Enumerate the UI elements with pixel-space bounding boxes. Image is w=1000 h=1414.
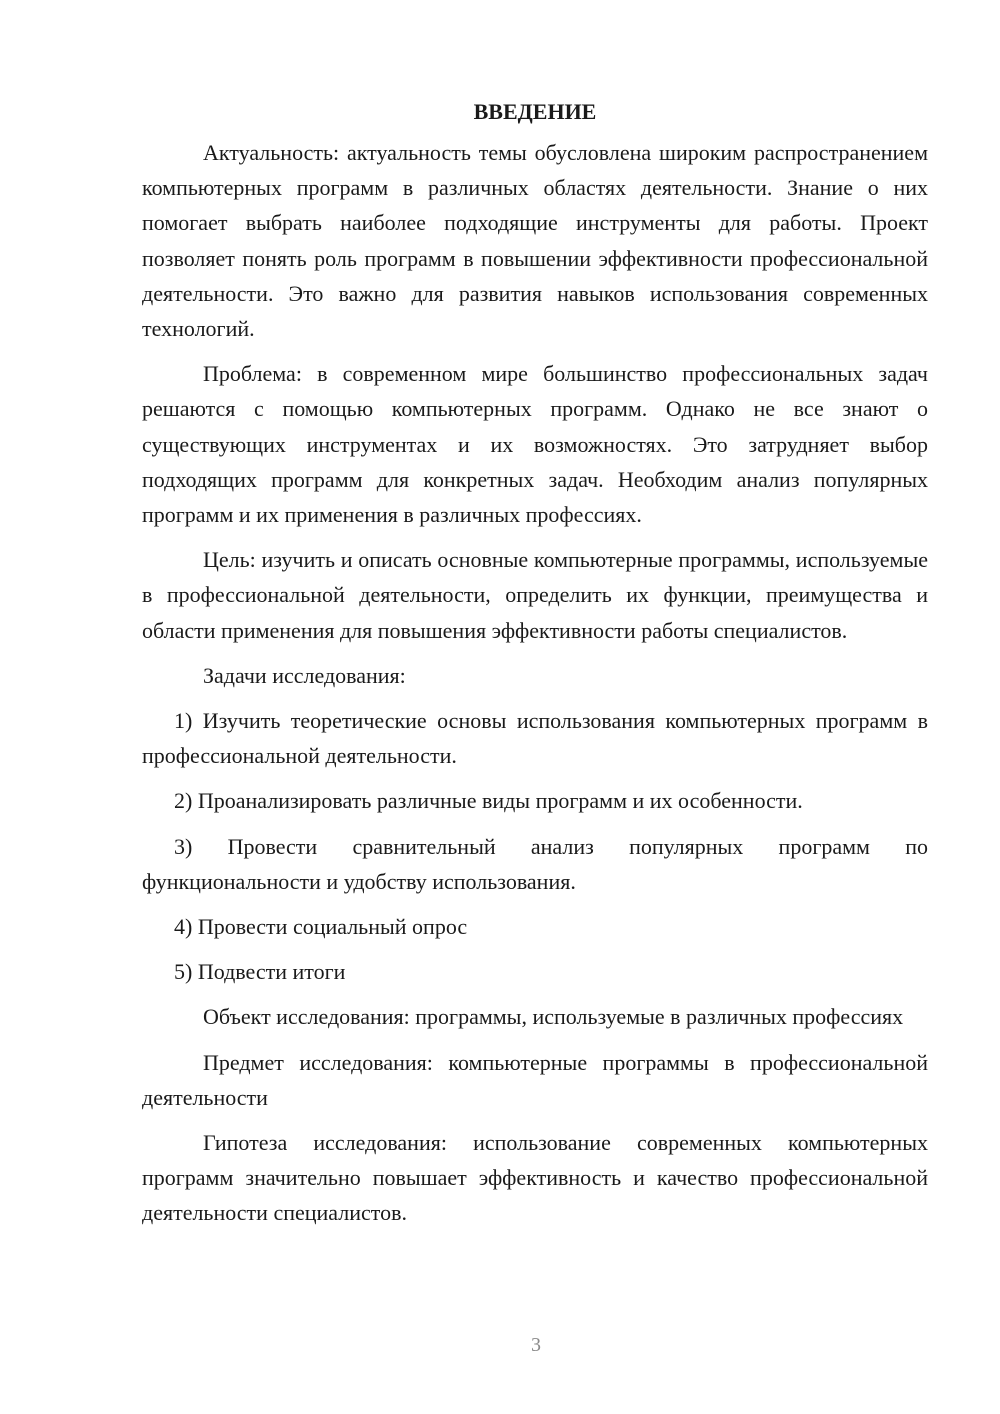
object-paragraph: Объект исследования: программы, используемые в различных профессиях bbox=[203, 1004, 904, 1030]
task-item-2: 2) Проанализировать различные виды программ и их особенности. bbox=[174, 788, 803, 814]
task-item-3: 3) Провести сравнительный анализ популярных программ по функциональности и удобству использования. bbox=[142, 833, 928, 894]
tasks-title: Задачи исследования: bbox=[203, 662, 406, 688]
page-title: ВВЕДЕНИЕ bbox=[473, 99, 597, 124]
subject-paragraph: Предмет исследования: компьютерные программы в профессиональной деятельности bbox=[142, 1049, 928, 1110]
task-item-1: 1) Изучить теоретические основы использования компьютерных программ в профессиональной деятельности. bbox=[142, 708, 928, 769]
relevance-paragraph: Актуальность: актуальность темы обусловлена широким распространением компьютерных программ в различных областях деятельности. Знание о них помогает выбрать наиболее подходящие инструменты для работы. Проект позволяет понять роль программ в повышении эффективности профессиональной деятельности. Это важно для развития навыков использования современных технологий. bbox=[142, 140, 928, 342]
goal-paragraph: Цель: изучить и описать основные компьютерные программы, используемые в профессиональной деятельности, определить их функции, преимущества и области применения для повышения эффективности работы специалистов. bbox=[142, 547, 928, 643]
task-item-5: 5) Подвести итоги bbox=[174, 959, 346, 985]
hypothesis-paragraph: Гипотеза исследования: использование современных компьютерных программ значительно повышает эффективность и качество профессиональной деятельности специалистов. bbox=[142, 1130, 928, 1226]
problem-paragraph: Проблема: в современном мире большинство профессиональных задач решаются с помощью компьютерных программ. Однако не все знают о существующих инструментах и их возможностях. Это затрудняет выбор подходящих программ для конкретных задач. Необходим анализ популярных программ и их применения в различных профессиях. bbox=[142, 361, 928, 528]
document-page bbox=[142, 94, 928, 1241]
task-item-4: 4) Провести социальный опрос bbox=[174, 914, 468, 940]
page-number: 3 bbox=[531, 1334, 541, 1356]
